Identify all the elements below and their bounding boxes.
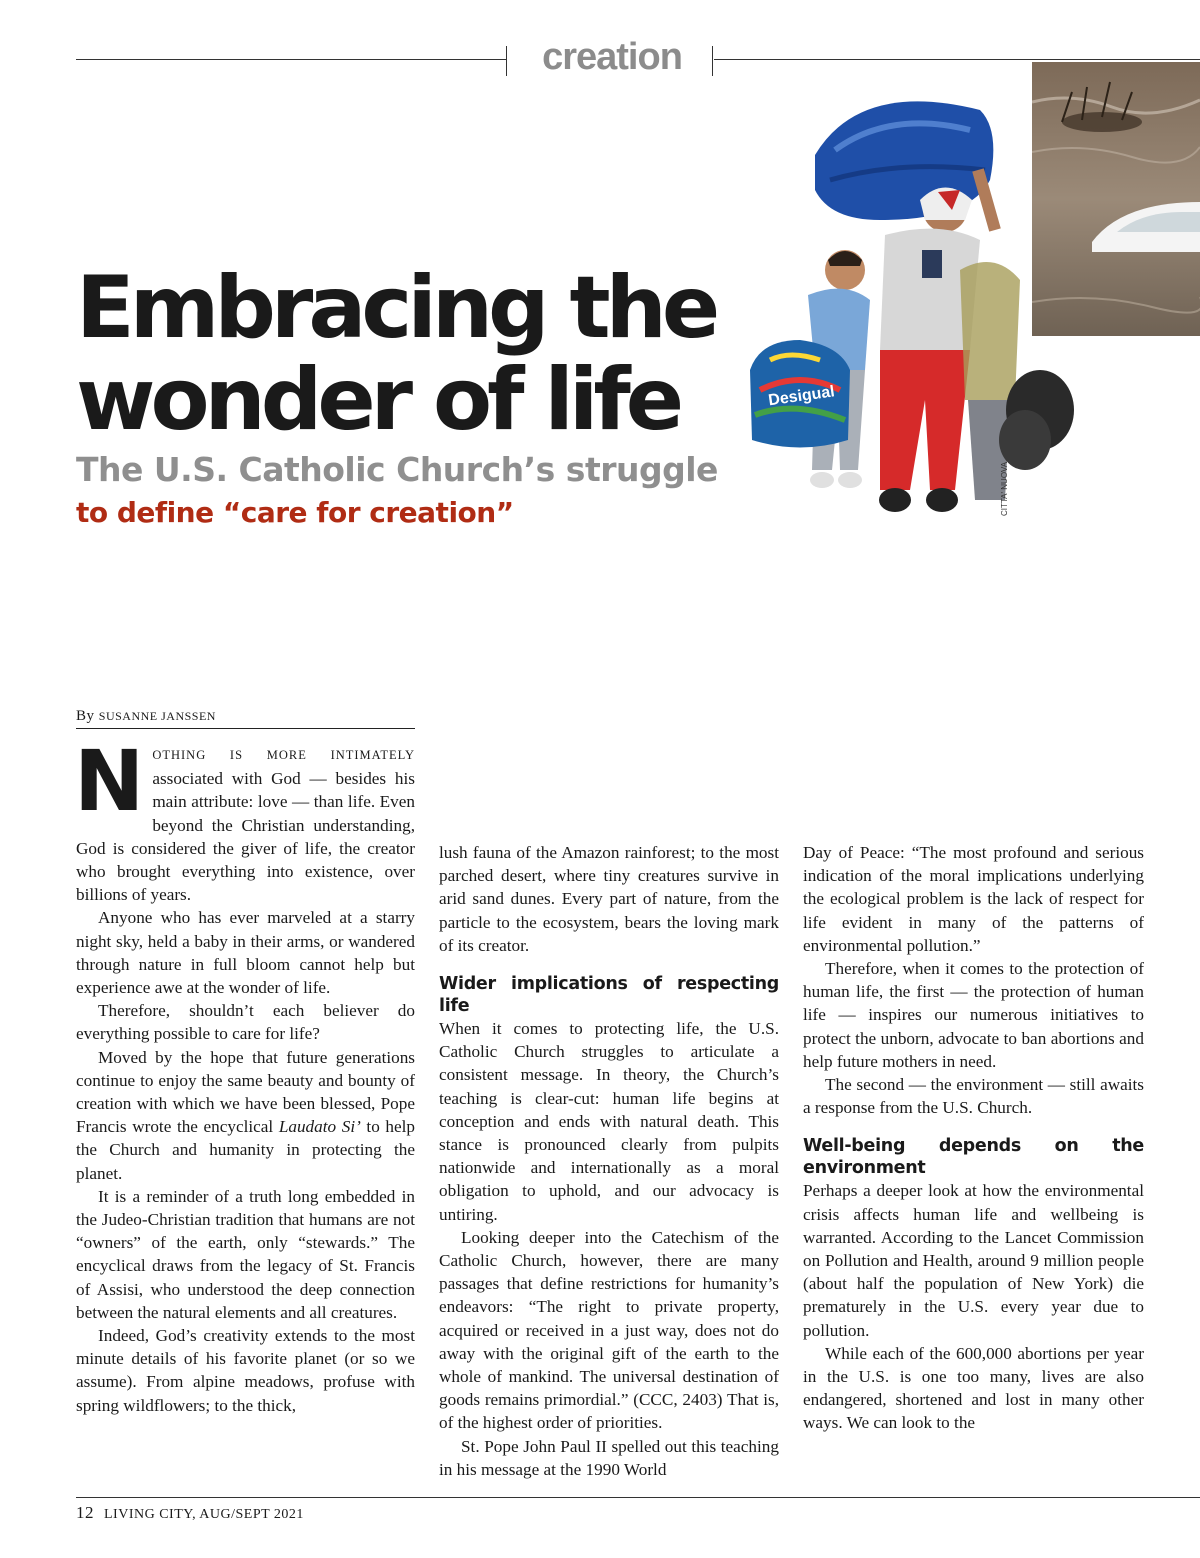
paragraph: Perhaps a deeper look at how the environmental crisis affects human life and wellbeing is warranted. According to the Lancet Commission on Pollution and Health, around 9 million people (about half the population of New York) die prematurely in the U.S. every year due to pollution.: [803, 1181, 1144, 1340]
drop-cap: N: [74, 732, 145, 830]
paragraph: When it comes to protecting life, the U.S. Catholic Church struggles to articulate a consistent message. In theory, the Church’s teaching is clear-cut: human life begins at conception and ends with natural death. This stance is pronounced clearly from pulpits nationwide and internationally as a moral obligation to uphold, and our advocacy is untiring.: [439, 1019, 779, 1224]
section-rule-tick-right: [712, 46, 713, 76]
byline-author: SUSANNE JANSSEN: [98, 709, 216, 723]
paragraph: [74, 732, 415, 906]
paragraph-text: to help the Church and humanity in protecting the planet.: [76, 1117, 415, 1183]
page-footer: [76, 1503, 304, 1523]
paragraph: Therefore, shouldn’t each believer do everything possible to care for life?: [76, 1001, 415, 1044]
paragraph: Anyone who has ever marveled at a starry night sky, held a baby in their arms, or wandered through nature in full bloom cannot help but experience awe at the wonder of life.: [76, 908, 415, 998]
footer-rule: [76, 1497, 1200, 1498]
paragraph: Indeed, God’s creativity extends to the most minute details of his favorite planet (or so we assume). From alpine meadows, profuse with spring wildflowers; to the thick,: [76, 1326, 415, 1415]
paragraph: Day of Peace: “The most profound and serious indication of the moral implications underlying the ecological problem is the lack of respect for life evident in many of the patterns of environmental pollution.”: [803, 843, 1144, 955]
paragraph: [76, 1046, 415, 1185]
page-number: 12: [76, 1503, 94, 1522]
paragraph: St. Pope John Paul II spelled out this teaching in his message at the 1990 World: [439, 1436, 779, 1479]
section-rule-right: [714, 59, 1200, 60]
headline-line-1: Embracing the: [76, 258, 716, 358]
subheading: Wider implications of respecting life: [439, 974, 779, 1017]
migrants-photo: [740, 70, 1080, 550]
byline-by: By: [76, 708, 95, 724]
paragraph: It is a reminder of a truth long embedded in the Judeo-Christian tradition that humans are not “owners” of the earth, only “stewards.” The encyclical draws from the legacy of St. Francis of Assisi, who understood the deep connection between the natural elements and all creatures.: [76, 1186, 415, 1322]
article-column-3: [803, 841, 1144, 1435]
headline: [76, 258, 736, 450]
subheading: Well-being depends on the environment: [803, 1136, 1144, 1179]
section-title: creation: [542, 36, 682, 78]
article-column-2: [439, 841, 779, 1481]
headline-line-2: wonder of life: [76, 350, 680, 450]
paragraph-text: Moved by the hope that future generations continue to enjoy the same beauty and bounty of creation with which we have been blessed, Pope Francis wrote the encyclical: [76, 1047, 415, 1137]
subhead-line-1: The U.S. Catholic Church’s struggle: [76, 450, 718, 489]
encyclical-title: Laudato Si’: [278, 1117, 361, 1137]
publication-info: LIVING CITY, AUG/SEPT 2021: [104, 1507, 304, 1522]
section-rule-left: [76, 59, 506, 60]
section-rule-tick-left: [506, 46, 507, 76]
article-column-1: [74, 732, 415, 1417]
paragraph-text: associated with God — besides his main attribute: love — than life. Even beyond the Christian understanding, God is considered the giver of life, the creator who brought everything into existence, over billions of years.: [76, 769, 415, 905]
bag-brand-text: Desigual: [767, 383, 836, 410]
subhead-line-2: to define “care for creation”: [76, 496, 514, 529]
photo-credit-wrap: [1000, 461, 1010, 576]
paragraph: lush fauna of the Amazon rainforest; to the most parched desert, where tiny creatures survive in arid sand dunes. Every part of nature, from the particle to the ecosystem, bears the loving mark of its creator.: [439, 843, 779, 955]
paragraph: While each of the 600,000 abortions per year in the U.S. is one too many, lives are also endangered, shortened and lost in many other ways. We can look to the: [803, 1343, 1144, 1433]
byline: [76, 708, 415, 729]
lead-in-smallcaps: OTHING IS MORE INTIMATELY: [152, 748, 415, 762]
paragraph: Therefore, when it comes to the protection of human life, the first — the protection of human life — inspires our numerous initiatives to protect the unborn, advocate to ban abortions and help future mothers in need.: [803, 959, 1144, 1071]
paragraph: Looking deeper into the Catechism of the Catholic Church, however, there are many passages that define restrictions for humanity’s endeavors: “The right to private property, acquired or received in a just way, does not do away with the original gift of the earth to the whole of mankind. The universal destination of goods remains primordial.” (CCC, 2403) That is, of the highest order of priorities.: [439, 1227, 779, 1433]
paragraph: The second — the environment — still awaits a response from the U.S. Church.: [803, 1075, 1144, 1118]
photo-credit: CITTA' NUOVA: [1000, 461, 1009, 516]
